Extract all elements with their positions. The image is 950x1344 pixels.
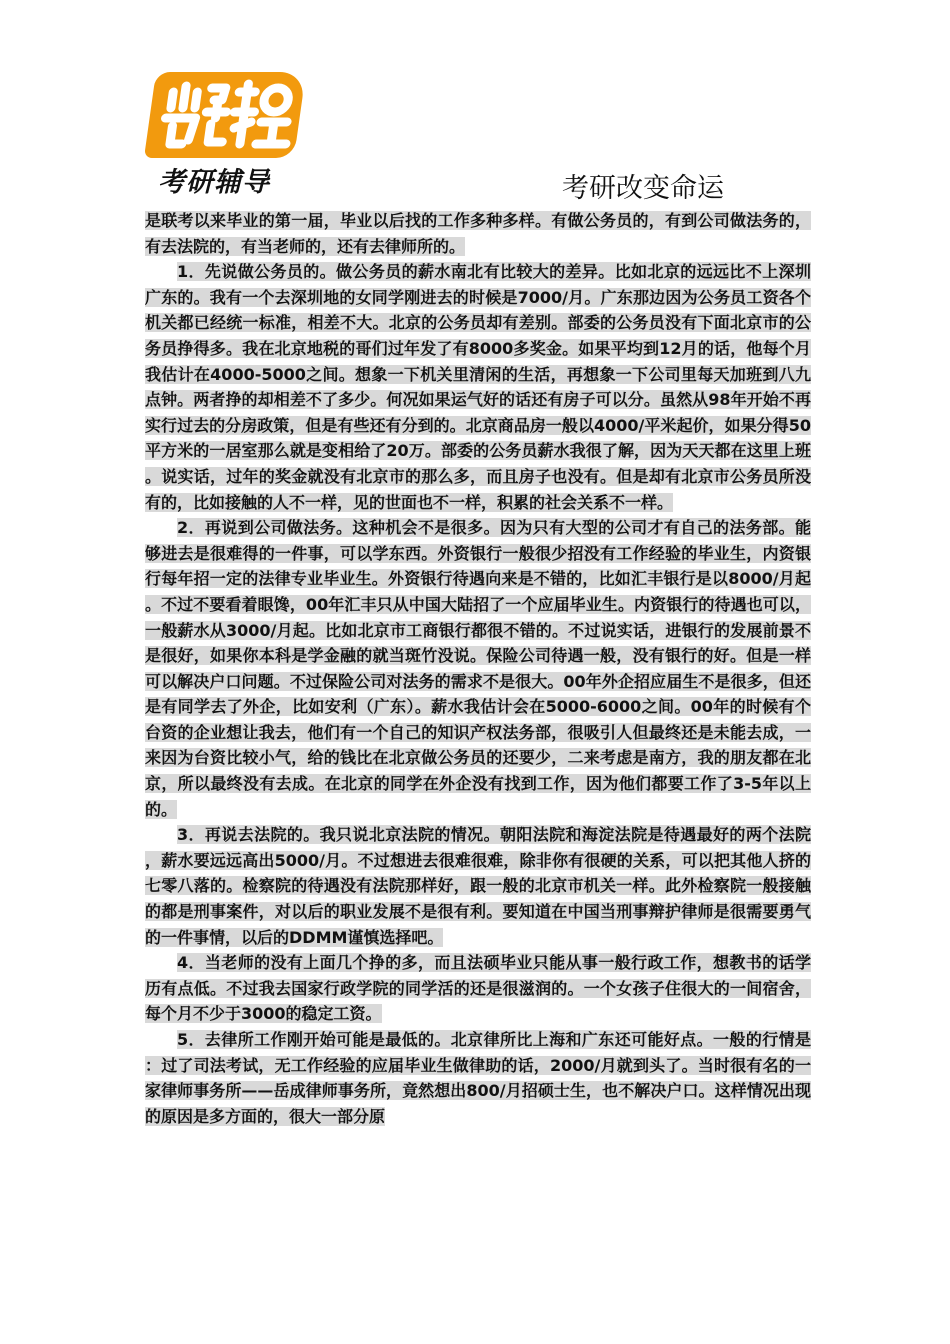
- paragraph-intro-text: 是联考以来毕业的第一届，毕业以后找的工作多种多样。有做公务员的，有到公司做法务的，有去法院的，有当老师的，还有去律师所的。: [145, 211, 811, 256]
- slogan: 考研改变命运: [562, 173, 724, 204]
- logo-label: 考研辅导: [158, 167, 270, 198]
- paragraph-corporate-legal-text: 2．再说到公司做法务。这种机会不是很多。因为只有大型的公司才有自己的法务部。能够进去是很难得的一件事，可以学东西。外资银行一般很少招没有工作经验的毕业生，内资银行每年招一定的法律专业毕业生。外资银行待遇向来是不错的，比如汇丰银行是以8000/月起。不过不要看着眼馋，00年汇丰只从中国大陆招了一个应届毕业生。内资银行的待遇也可以，一般薪水从3000/月起。比如北京市工商银行都很不错的。不过说实话，进银行的发展前景不是很好，如果你本科是学金融的就当斑竹没说。保险公司待遇一般，没有银行的好。但是一样可以解决户口问题。不过保险公司对法务的需求不是很大。00年外企招应届生不是很多，但还是有同学去了外企，比如安利（广东）。薪水我估计会在5000-6000之间。00年的时候有个台资的企业想让我去，他们有一个自己的知识产权法务部，很吸引人但最终还是未能去成，一来因为台资比较小气，给的钱比在北京做公务员的还要少，二来考虑是南方，我的朋友都在北京，所以最终没有去成。在北京的同学在外企没有找到工作，因为他们都要工作了3-5年以上的。: [145, 518, 811, 819]
- paragraph-civil-servant-text: 1．先说做公务员的。做公务员的薪水南北有比较大的差异。比如北京的远远比不上深圳广东的。我有一个去深圳地的女同学刚进去的时候是7000/月。广东那边因为公务员工资各个机关都已经统一标准，相差不大。北京的公务员却有差别。部委的公务员没有下面北京市的公务员挣得多。我在北京地税的哥们过年发了有8000多奖金。如果平均到12月的话，他每个月我估计在4000-5000之间。想象一下机关里清闲的生活，再想象一下公司里每天加班到八九点钟。两者挣的却相差不了多少。何况如果运气好的话还有房子可以分。虽然从98年开始不再实行过去的分房政策，但是有些还有分到的。北京商品房一般以4000/平米起价，如果分得50平方米的一居室那么就是变相给了20万。部委的公务员薪水我很了解，因为天天都在这里上班。说实话，过年的奖金就没有北京市的那么多，而且房子也没有。但是却有北京市公务员所没有的，比如接触的人不一样，见的世面也不一样，积累的社会关系不一样。: [145, 262, 811, 512]
- paragraph-court: [145, 822, 811, 950]
- paragraph-teacher-text: 4．当老师的没有上面几个挣的多，而且法硕毕业只能从事一般行政工作，想教书的话学历有点低。不过我去国家行政学院的同学活的还是很滋润的。一个女孩子住很大的一间宿舍，每个月不少于3000的稳定工资。: [145, 953, 811, 1024]
- paragraph-law-firm: [145, 1027, 811, 1129]
- paragraph-court-text: 3．再说去法院的。我只说北京法院的情况。朝阳法院和海淀法院是待遇最好的两个法院，薪水要远远高出5000/月。不过想进去很难很难，除非你有很硬的关系，可以把其他人挤的七零八落的。检察院的待遇没有法院那样好，跟一般的北京市机关一样。此外检察院一般接触的都是刑事案件，对以后的职业发展不是很有利。要知道在中国当刑事辩护律师是很需要勇气的一件事情，以后的DDMM谨慎选择吧。: [145, 825, 811, 947]
- article-body: [145, 208, 811, 1129]
- paragraph-law-firm-text: 5．去律所工作刚开始可能是最低的。北京律所比上海和广东还可能好点。一般的行情是：过了司法考试，无工作经验的应届毕业生做律助的话，2000/月就到头了。当时很有名的一家律师事务所——岳成律师事务所，竟然想出800/月招硕士生，也不解决户口。这样情况出现的原因是多方面的，很大一部分原: [145, 1030, 811, 1126]
- logo-mark-icon: [144, 72, 306, 158]
- kaicheng-logo: [150, 72, 310, 196]
- paragraph-corporate-legal: [145, 515, 811, 822]
- paragraph-intro: [145, 208, 811, 259]
- paragraph-civil-servant: [145, 259, 811, 515]
- paragraph-teacher: [145, 950, 811, 1027]
